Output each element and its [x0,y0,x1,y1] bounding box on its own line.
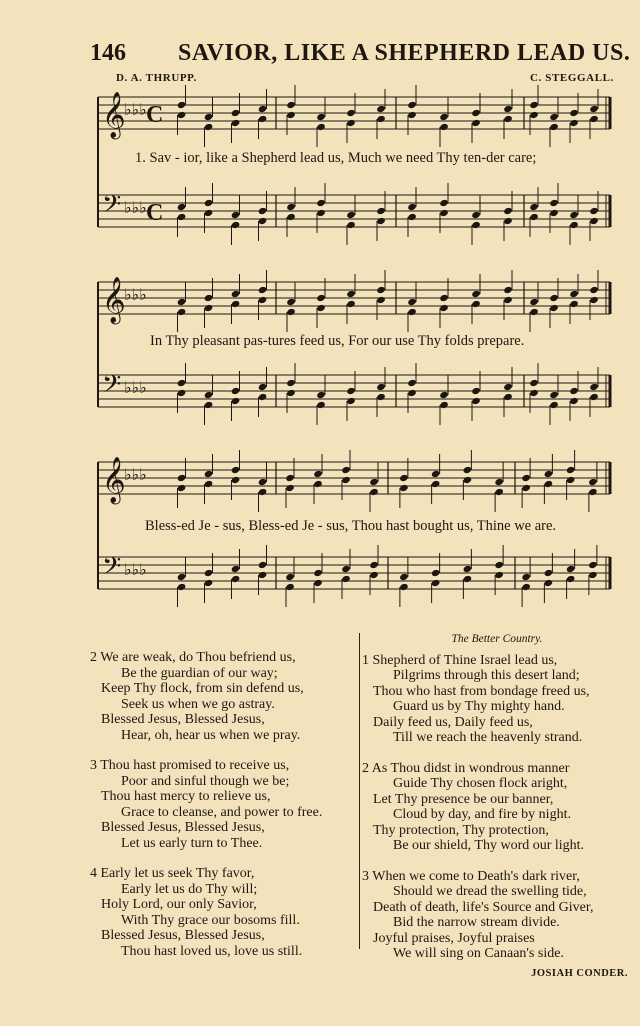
notehead [204,391,214,399]
verse-line: 2 As Thou didst in wondrous manner [362,760,570,776]
notehead [204,470,214,478]
notehead [376,393,386,401]
notehead [569,221,579,229]
notehead [549,304,559,312]
notehead [569,290,579,298]
notehead [285,573,295,581]
notehead [439,304,449,312]
notehead [316,113,326,121]
notehead [549,391,559,399]
notehead [494,488,504,496]
notehead [503,207,513,215]
verse-line: Thou hast mercy to relieve us, [101,789,271,804]
notehead [549,294,559,302]
notehead [231,211,241,219]
verse-line: Guide Thy chosen flock aright, [393,776,568,791]
notehead [471,211,481,219]
verse-line: Daily feed us, Daily feed us, [373,714,533,730]
notehead [231,290,241,298]
key-signature-icon: ♭♭♭ [124,198,147,217]
notehead [566,476,576,484]
notehead [258,383,268,391]
verse-line: Joyful praises, Joyful praises [373,930,535,946]
notehead [549,199,559,207]
verse [362,869,632,962]
key-signature-icon: ♭♭♭ [124,465,147,484]
notehead [549,123,559,131]
notehead [313,579,323,587]
notehead [231,300,241,308]
right-column-verses [362,632,632,981]
notehead [566,466,576,474]
notehead [346,221,356,229]
notehead [204,304,214,312]
notehead [589,207,599,215]
lyric-line-1: 1. Sav - ior, like a Shepherd lead us, Much we need Thy ten-der care; [135,150,537,166]
notehead [346,109,356,117]
notehead [258,488,268,496]
notehead [258,571,268,579]
notehead [316,401,326,409]
notehead [471,300,481,308]
treble-clef-icon: 𝄞 [102,92,126,138]
notehead [286,101,296,109]
notehead [258,115,268,123]
notehead [316,304,326,312]
notehead [341,476,351,484]
notehead [431,470,441,478]
notehead [177,308,187,316]
notehead [588,561,598,569]
notehead [569,300,579,308]
verse-line: Cloud by day, and fire by night. [393,807,571,822]
notehead [204,199,214,207]
notehead [316,123,326,131]
verse-line: Blessed Jesus, Blessed Jesus, [101,820,265,835]
notehead [521,474,531,482]
notehead [258,207,268,215]
notehead [204,294,214,302]
verse-line: Keep Thy flock, from sin defend us, [101,681,304,696]
notehead [569,109,579,117]
key-signature-icon: ♭♭♭ [124,100,147,119]
notehead [341,466,351,474]
notehead [341,565,351,573]
notehead [494,571,504,579]
notehead [494,561,504,569]
notehead [376,286,386,294]
notehead [286,379,296,387]
notehead [529,298,539,306]
notehead [177,203,187,211]
verse [90,866,355,959]
notehead [231,119,241,127]
notehead [463,575,473,583]
notehead [589,217,599,225]
notehead [313,569,323,577]
notehead [407,203,417,211]
verse-line: Till we reach the heavenly strand. [393,730,583,745]
notehead [316,199,326,207]
notehead [439,401,449,409]
notehead [471,109,481,117]
notehead [204,113,214,121]
bass-clef-icon: 𝄢 [102,552,122,587]
verse-line: Blessed Jesus, Blessed Jesus, [101,712,265,727]
verse-line: Be our shield, Thy word our light. [393,838,585,853]
verse-line: Blessed Jesus, Blessed Jesus, [101,928,265,943]
verse-line: Let us early turn to Thee. [121,835,263,851]
notehead [407,379,417,387]
notehead [286,389,296,397]
notehead [471,290,481,298]
notehead [316,209,326,217]
notehead [376,105,386,113]
notehead [471,397,481,405]
notehead [431,569,441,577]
time-signature-icon: C [146,102,164,128]
notehead [204,569,214,577]
notehead [204,123,214,131]
verse-line: Thou hast loved us, love us still. [121,943,303,959]
notehead [521,583,531,591]
verse-line: Be the guardian of our way; [121,665,278,681]
bass-clef-icon: 𝄢 [102,190,122,225]
notehead [544,470,554,478]
notehead [529,308,539,316]
notehead [286,298,296,306]
notehead [346,397,356,405]
notehead [569,211,579,219]
notehead [529,203,539,211]
notehead [285,474,295,482]
verse-line: We will sing on Canaan's side. [393,946,564,961]
key-signature-icon: ♭♭♭ [124,378,147,397]
notehead [503,286,513,294]
notehead [313,480,323,488]
verse-line: Grace to cleanse, and power to free. [121,804,323,820]
treble-clef-icon: 𝄞 [102,277,126,323]
notehead [529,101,539,109]
notehead [439,294,449,302]
verse-line: Poor and sinful though we be; [121,773,290,789]
notehead [313,470,323,478]
notehead [589,115,599,123]
notehead [399,474,409,482]
verse-line: 4 Early let us seek Thy favor, [90,866,255,881]
notehead [204,480,214,488]
notehead [439,199,449,207]
notehead [231,387,241,395]
author-credit: D. A. THRUPP. [116,72,197,84]
notehead [346,119,356,127]
key-signature-icon: ♭♭♭ [124,285,147,304]
notehead [439,123,449,131]
notehead [346,211,356,219]
notehead [521,573,531,581]
notehead [231,109,241,117]
notehead [439,113,449,121]
notehead [588,488,598,496]
notehead [566,575,576,583]
notehead [407,308,417,316]
composer-credit: C. STEGGALL. [530,72,614,84]
hymn-title: SAVIOR, LIKE A SHEPHERD LEAD US. [178,40,631,66]
notehead [589,286,599,294]
lyric-line-2: In Thy pleasant pas-tures feed us, For our use Thy folds prepare. [150,333,525,349]
notehead [258,217,268,225]
notehead [177,389,187,397]
notehead [589,383,599,391]
notehead [566,565,576,573]
notehead [286,308,296,316]
notehead [407,111,417,119]
notehead [503,105,513,113]
notehead [569,397,579,405]
lyric-line-3: Bless-ed Je - sus, Bless-ed Je - sus, Thou hast bought us, Thine we are. [145,518,557,534]
text-author-credit: JOSIAH CONDER. [531,967,628,979]
treble-clef-icon: 𝄞 [102,457,126,503]
notehead [177,213,187,221]
verse [90,650,355,743]
notehead [463,476,473,484]
notehead [589,296,599,304]
page-number: 146 [90,40,126,66]
notehead [407,213,417,221]
notehead [258,478,268,486]
notehead [399,583,409,591]
notehead [544,579,554,587]
notehead [588,478,598,486]
notehead [258,393,268,401]
notehead [286,203,296,211]
verse [362,653,632,746]
notehead [529,379,539,387]
notehead [231,476,241,484]
notehead [258,105,268,113]
notehead [376,207,386,215]
notehead [204,209,214,217]
notehead [588,571,598,579]
notehead [376,296,386,304]
notehead [529,111,539,119]
notehead [549,209,559,217]
notehead [503,383,513,391]
notehead [494,478,504,486]
notehead [258,286,268,294]
notehead [285,484,295,492]
verse-line: Death of death, life's Source and Giver, [373,899,594,915]
notehead [569,119,579,127]
notehead [529,213,539,221]
notehead [231,397,241,405]
notehead [521,484,531,492]
notehead [439,391,449,399]
notehead [177,474,187,482]
notehead [369,478,379,486]
verse-line: Bid the narrow stream divide. [393,915,560,930]
notehead [231,221,241,229]
notehead [346,290,356,298]
notehead [286,111,296,119]
notehead [177,583,187,591]
notehead [503,217,513,225]
notehead [177,573,187,581]
notehead [376,217,386,225]
notehead [503,115,513,123]
left-column-verses [90,650,355,974]
notehead [376,383,386,391]
notehead [439,209,449,217]
verse-line: Seek us when we go astray. [121,696,275,712]
verse-line: 3 Thou hast promised to receive us, [90,758,290,773]
notehead [589,393,599,401]
notehead [231,466,241,474]
notehead [407,101,417,109]
notehead [177,101,187,109]
verse-line: Let Thy presence be our banner, [373,791,554,807]
notehead [258,296,268,304]
notehead [544,480,554,488]
notehead [503,296,513,304]
notehead [177,379,187,387]
column-divider [359,633,360,949]
notehead [549,113,559,121]
notehead [231,575,241,583]
notehead [369,561,379,569]
verse-line: Holy Lord, our only Savior, [101,897,257,912]
verse-line: 1 Shepherd of Thine Israel lead us, [362,652,558,668]
hymn-subtitle: The Better Country. [451,633,543,645]
verse [90,758,355,851]
notehead [177,298,187,306]
notehead [316,294,326,302]
verse-line: With Thy grace our bosoms fill. [121,912,300,928]
key-signature-icon: ♭♭♭ [124,560,147,579]
notehead [369,571,379,579]
notehead [463,466,473,474]
verse-line: 3 When we come to Death's dark river, [362,868,580,884]
notehead [376,115,386,123]
notehead [285,583,295,591]
notehead [399,484,409,492]
notehead [549,401,559,409]
verse-line: Guard us by Thy mighty hand. [393,699,565,714]
notehead [471,221,481,229]
notehead [407,389,417,397]
time-signature-icon: C [146,200,164,226]
notehead [407,298,417,306]
notehead [471,119,481,127]
verse [362,761,632,854]
notehead [316,391,326,399]
notehead [569,387,579,395]
notehead [341,575,351,583]
verse-line: Should we dread the swelling tide, [393,884,587,899]
verse-line: Hear, oh, hear us when we pray. [121,727,301,743]
notehead [503,393,513,401]
notehead [529,389,539,397]
notehead [346,387,356,395]
notehead [544,569,554,577]
notehead [431,579,441,587]
notehead [204,579,214,587]
notehead [589,105,599,113]
verse-line: 2 We are weak, do Thou befriend us, [90,650,296,665]
notehead [369,488,379,496]
verse-line: Pilgrims through this desert land; [393,668,580,683]
notehead [431,480,441,488]
notehead [204,401,214,409]
notehead [177,484,187,492]
notehead [231,565,241,573]
verse-line: Thou who hast from bondage freed us, [373,683,590,699]
notehead [463,565,473,573]
notehead [258,561,268,569]
verse-line: Thy protection, Thy protection, [373,822,549,838]
bass-clef-icon: 𝄢 [102,370,122,405]
notehead [286,213,296,221]
notehead [346,300,356,308]
notehead [399,573,409,581]
notehead [471,387,481,395]
notehead [177,111,187,119]
verse-line: Early let us do Thy will; [121,881,258,897]
